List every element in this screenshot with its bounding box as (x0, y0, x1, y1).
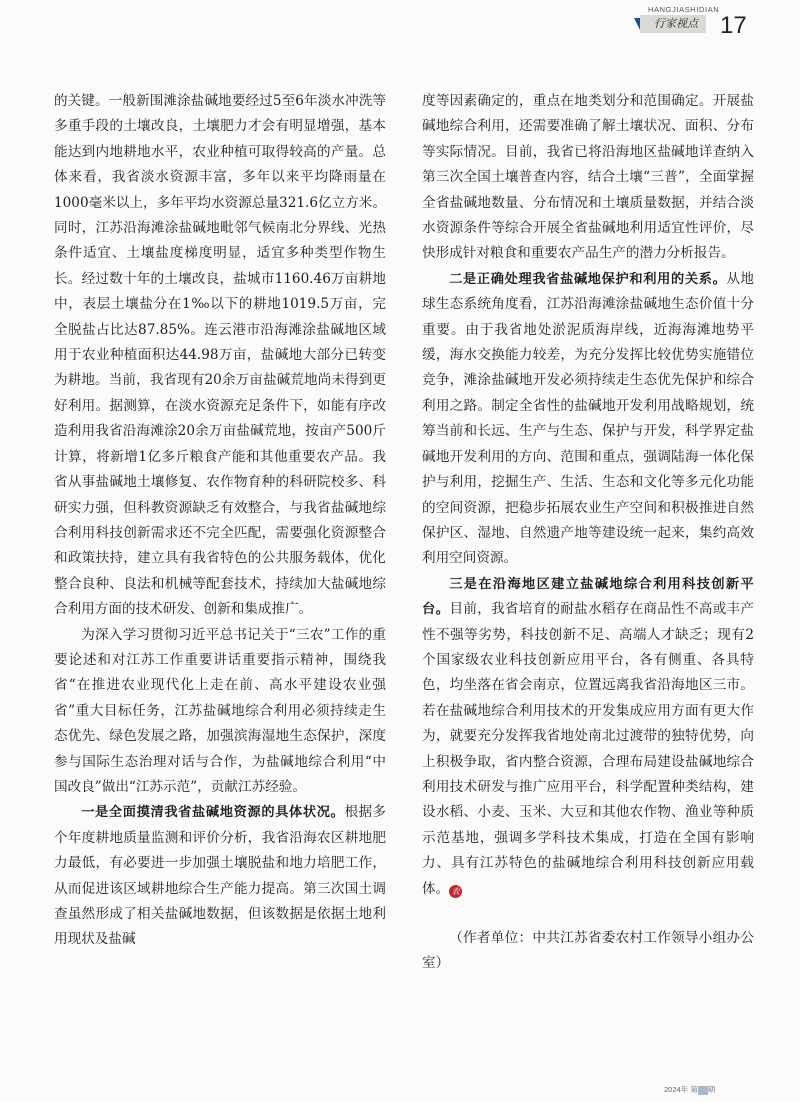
section-pinyin: HANGJIASHIDIAN (648, 5, 720, 14)
paragraph-body: 从地球生态系统角度看，江苏沿海滩涂盐碱地生态价值十分重要。由于我省地处淤泥质海岸线，近海海滩地势平缓，海水交换能力较差，为充分发挥比较优势实施错位竞争，滩涂盐碱地开发必须持续走生态优先保护和综合利用之路。制定全省性的盐碱地开发利用战略规划，统筹当前和长远、生产与生态、保护与开发，科学界定盐碱地开发利用的方向、范围和重点，强调陆海一体化保护与利用，挖掘生产、生活、生态和文化等多元化功能的空间资源，把稳步拓展农业生产空间和积极推进自然保护区、湿地、自然遗产地等建设统一起来，集约高效利用空间资源。 (422, 270, 754, 567)
left-column (54, 89, 386, 953)
footer-issue-prefix: 第 (690, 1085, 698, 1094)
end-mark-icon: 农 (449, 885, 462, 898)
paragraph-lead: 二是正确处理我省盐碱地保护和利用的关系。 (449, 271, 727, 287)
section-tag: 行家视点 (640, 15, 706, 33)
footer-year: 2024年 (664, 1085, 689, 1094)
paragraph (54, 800, 386, 952)
paragraph: 度等因素确定的，重点在地类划分和范围确定。开展盐碱地综合利用，还需要准确了解土壤状况、面积、分布等实际情况。目前，我省已将沿海地区盐碱地详查纳入第三次全国土壤普查内容，结合土壤“三普”，全面掌握全省盐碱地数量、分布情况和土壤质量数据，并结合淡水资源条件等综合开展全省盐碱地利用适宜性评价，尽快形成针对粮食和重要农产品生产的潜力分析报告。 (422, 93, 754, 262)
paragraph-lead: 三是在沿海地区建立盐碱地综合利用科技创新平台。 (422, 576, 754, 618)
footer-issue-number: 04 (698, 1087, 707, 1094)
paragraph: 的关键。一般新围滩涂盐碱地要经过5至6年淡水冲洗等多重手段的土壤改良，土壤肥力才会有明显增强，基本能达到内地耕地水平，农业种植可取得较高的产量。总体来看，我省淡水资源丰富，多年以来平均降雨量在1000毫米以上，多年平均水资源总量321.6亿立方米。同时，江苏沿海滩涂盐碱地毗邻气候南北分界线、光热条件适宜、土壤盐度梯度明显，适宜多种类型作物生长。经过数十年的土壤改良，盐城市1160.46万亩耕地中，表层土壤盐分在1‰以下的耕地1019.5万亩，完全脱盐占比达87.85%。连云港市沿海滩涂盐碱地区域用于农业种植面积达44.98万亩，盐碱地大部分已转变为耕地。当前，我省现有20余万亩盐碱荒地尚未得到更好利用。据测算，在淡水资源充足条件下，如能有序改造利用我省沿海滩涂20余万亩盐碱荒地，按亩产500斤计算，将新增1亿多斤粮食产能和其他重要农产品。我省从事盐碱地土壤修复、农作物育种的科研院校多、科研实力强，但科教资源缺乏有效整合，与我省盐碱地综合利用科技创新需求还不完全匹配，需要强化资源整合和政策扶持，建立具有我省特色的公共服务载体，优化整合良种、良法和机械等配套技术，持续加大盐碱地综合利用方面的技术研发、创新和集成推广。 (54, 93, 386, 618)
paragraph: 为深入学习贯彻习近平总书记关于“三农”工作的重要论述和对江苏工作重要讲话重要指示精神，围绕我省“在推进农业现代化上走在前、高水平建设农业强省”重大目标任务，江苏盐碱地综合利用必须持续走生态优先、绿色发展之路，加强滨海湿地生态保护，深度参与国际生态治理对话与合作，为盐碱地综合利用“中国改良”做出“江苏示范”，贡献江苏经验。 (54, 626, 386, 795)
paragraph-lead: 一是全面摸清我省盐碱地资源的具体状况。 (81, 805, 345, 821)
page-header (0, 0, 800, 44)
footer-issue-suffix: 期 (707, 1085, 716, 1094)
page-number: 17 (720, 12, 747, 39)
paragraph-body: 根据多个年度耕地质量监测和评价分析，我省沿海农区耕地肥力最低，有必要进一步加强土壤脱盐和地力培肥工作，从而促进该区域耕地综合生产能力提高。第三次国土调查虽然形成了相关盐碱地数据，但该数据是依据土地利用现状及盐碱 (54, 804, 387, 948)
page-footer (664, 1084, 715, 1095)
author-affiliation: （作者单位：中共江苏省委农村工作领导小组办公室） (422, 930, 754, 972)
paragraph (422, 572, 754, 902)
paragraph-body: 目前，我省培育的耐盐水稻存在商品性不高或丰产性不强等劣势，科技创新不足、高端人才缺乏；现有2个国家级农业科技创新应用平台，各有侧重、各具特色，均坐落在省会南京，位置远离我省沿海地区三市。若在盐碱地综合利用技术的开发集成应用方面有更大作为，就要充分发挥我省地处南北过渡带的独特优势，向上积极争取，省内整合资源，合理布局建设盐碱地综合利用技术研发与推广应用平台，科学配置种类结构，建设水稻、小麦、玉米、大豆和其他农作物、渔业等种质示范基地，强调多学科技术集成，打造在全国有影响力、具有江苏特色的盐碱地综合利用科技创新应用载体。 (422, 601, 754, 897)
paragraph (422, 267, 754, 572)
right-column (422, 89, 754, 977)
